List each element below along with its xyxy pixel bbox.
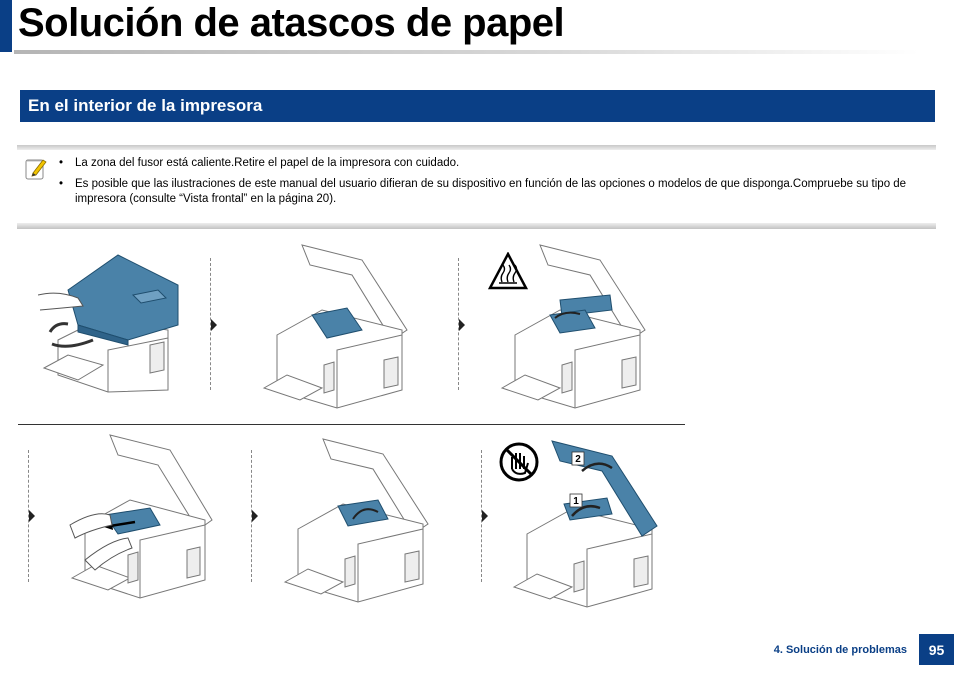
title-side-bar	[0, 0, 12, 52]
step-illustration-open-cover	[262, 240, 410, 410]
title-rule	[14, 50, 919, 54]
note-item: • Es posible que las ilustraciones de este manual del usuario difieran de su dispositivo en función de las opciones o modelos de que disponga.Compruebe su tipo de impresora (consulte “Vista frontal” en la página 20).	[59, 177, 939, 207]
note-box	[17, 145, 936, 229]
footer-chapter: 4. Solución de problemas	[773, 644, 907, 656]
section-title: En el interior de la impresora	[28, 96, 263, 115]
step-illustration-close-cover	[512, 436, 662, 611]
step-arrow-icon	[252, 510, 258, 522]
note-top-border	[17, 145, 936, 150]
step-arrow-icon	[29, 510, 35, 522]
note-pencil-icon	[25, 157, 47, 181]
step-arrow-icon	[482, 510, 488, 522]
step-arrow-icon	[459, 319, 465, 331]
step-label: 2	[575, 454, 581, 465]
note-item: • La zona del fusor está caliente.Retire el papel de la impresora con cuidado.	[59, 156, 939, 171]
row-divider	[18, 424, 685, 425]
page-number: 95	[919, 634, 954, 665]
note-list	[59, 156, 939, 213]
step-arrow-icon	[211, 319, 217, 331]
note-bottom-border	[17, 223, 936, 229]
section-header	[20, 90, 935, 122]
step-illustration-open-scanner	[38, 250, 188, 395]
page-title: Solución de atascos de papel	[18, 1, 565, 45]
step-label: 1	[573, 496, 579, 507]
step-illustration-remove-paper	[500, 240, 648, 412]
step-illustration-pull-paper	[40, 430, 215, 605]
step-illustration-close-lever	[283, 434, 433, 606]
